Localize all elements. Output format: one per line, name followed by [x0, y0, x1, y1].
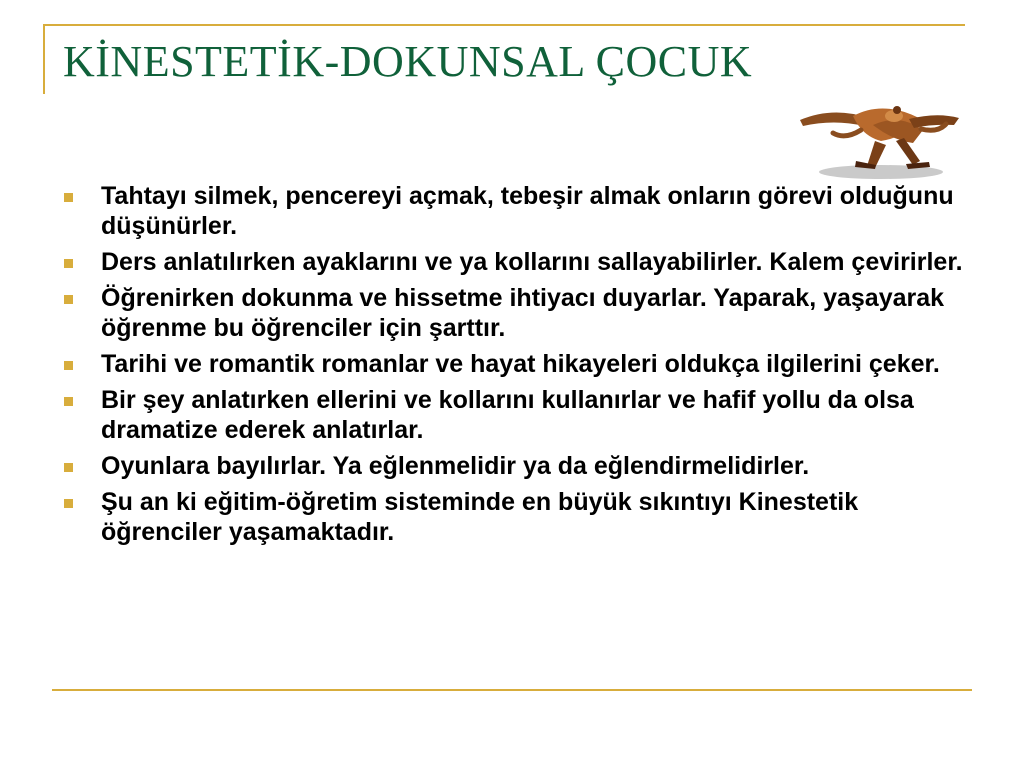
- bullet-item: [64, 181, 984, 241]
- bullet-text: Bir şey anlatırken ellerini ve kollarını kullanırlar ve hafif yollu da olsa dramatize ederek anlatırlar.: [101, 386, 914, 444]
- bullet-item: [64, 349, 984, 379]
- square-bullet-icon: [64, 499, 73, 508]
- square-bullet-icon: [64, 295, 73, 304]
- slide-title: KİNESTETİK-DOKUNSAL ÇOCUK: [63, 37, 753, 86]
- bullet-list: [64, 181, 984, 553]
- bullet-text: Tarihi ve romantik romanlar ve hayat hikayeleri oldukça ilgilerini çeker.: [101, 350, 940, 378]
- bullet-text: Öğrenirken dokunma ve hissetme ihtiyacı duyarlar. Yaparak, yaşayarak öğrenme bu öğrenciler için şarttır.: [101, 284, 945, 342]
- bottom-accent-line: [52, 689, 972, 691]
- square-bullet-icon: [64, 361, 73, 370]
- bullet-item: [64, 247, 984, 277]
- bullet-text: Oyunlara bayılırlar. Ya eğlenmelidir ya da eğlendirmelidirler.: [101, 452, 810, 480]
- bullet-text: Tahtayı silmek, pencereyi açmak, tebeşir almak onların görevi olduğunu düşünürler.: [101, 182, 954, 240]
- square-bullet-icon: [64, 463, 73, 472]
- bullet-item: [64, 487, 984, 547]
- left-accent-line: [43, 24, 45, 94]
- bullet-item: [64, 451, 984, 481]
- bullet-text: Ders anlatılırken ayaklarını ve ya kollarını sallayabilirler. Kalem çevirirler.: [101, 248, 963, 276]
- square-bullet-icon: [64, 259, 73, 268]
- top-accent-line: [43, 24, 965, 26]
- square-bullet-icon: [64, 397, 73, 406]
- running-animal-clipart-icon: [795, 98, 965, 180]
- bullet-text: Şu an ki eğitim-öğretim sisteminde en büyük sıkıntıyı Kinestetik öğrenciler yaşamaktadır.: [101, 488, 859, 546]
- square-bullet-icon: [64, 193, 73, 202]
- bullet-item: [64, 283, 984, 343]
- bullet-item: [64, 385, 984, 445]
